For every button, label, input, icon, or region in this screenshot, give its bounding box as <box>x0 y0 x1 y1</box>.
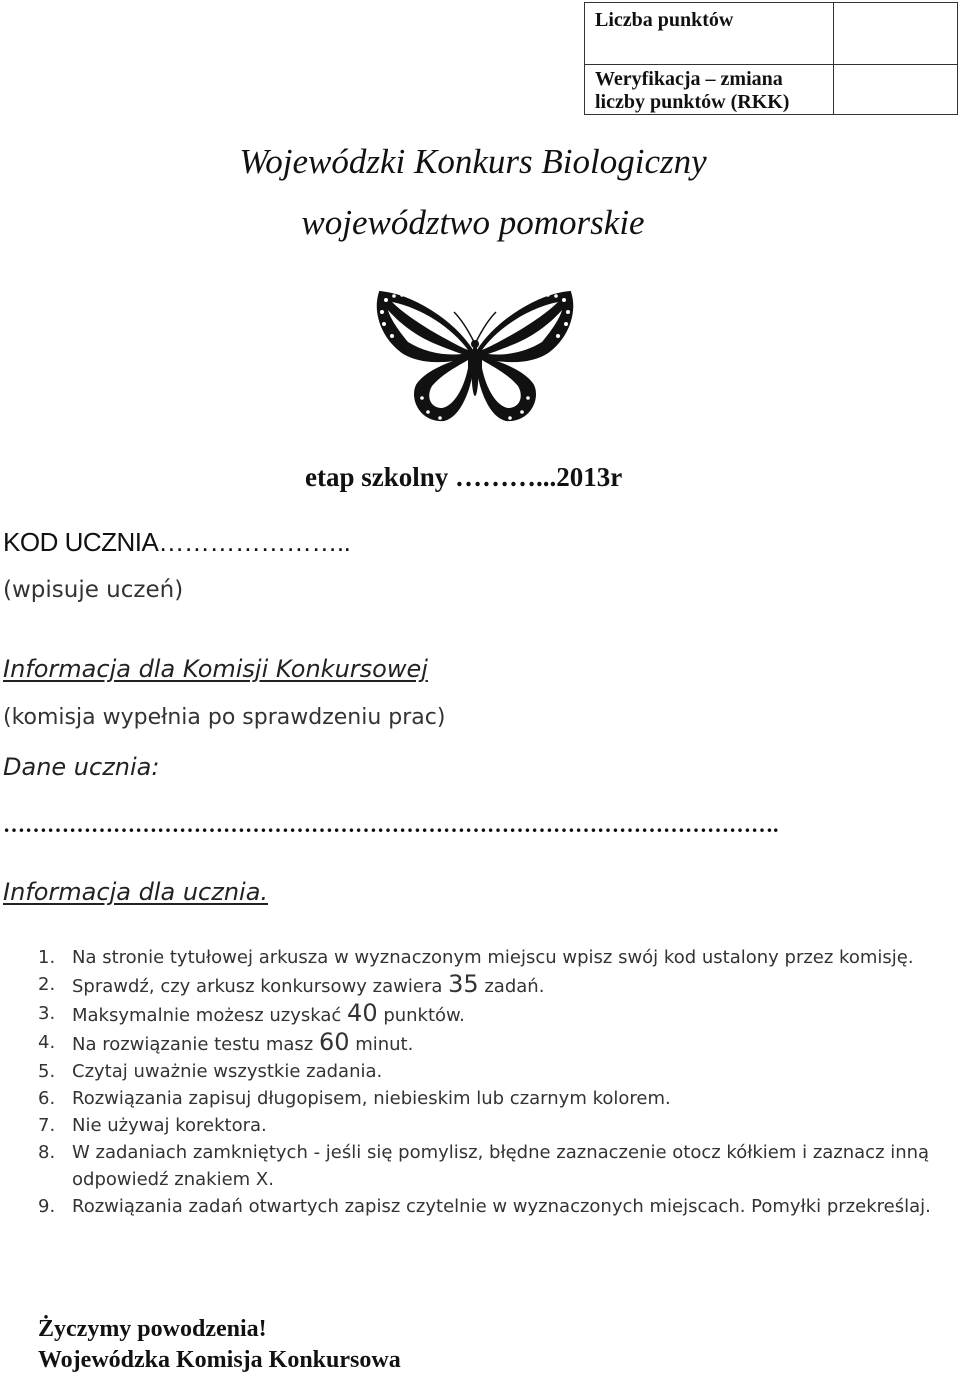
rule-item <box>38 1058 938 1085</box>
rule-number: 3. <box>38 1003 56 1024</box>
student-code-note: (wpisuje uczeń) <box>3 577 184 603</box>
rule-text: Sprawdź, czy arkusz konkursowy zawiera <box>72 976 449 997</box>
score-table <box>584 2 958 115</box>
verification-value-cell[interactable] <box>834 65 958 115</box>
rule-text: Rozwiązania zapisuj długopisem, niebieskim lub czarnym kolorem. <box>72 1088 671 1109</box>
task-count: 35 <box>448 970 479 998</box>
points-label: Liczba punktów <box>585 3 834 65</box>
rule-text: Rozwiązania zadań otwartych zapisz czytelnie w wyznaczonych miejscach. Pomyłki przekreślaj. <box>72 1196 931 1217</box>
student-code-field[interactable]: KOD UCZNIA………………….. <box>3 527 351 557</box>
max-points: 40 <box>347 999 378 1027</box>
rule-item <box>38 1029 938 1058</box>
rule-number: 4. <box>38 1032 56 1053</box>
rules-list <box>38 944 938 1220</box>
rule-text: Nie używaj korektora. <box>72 1115 267 1136</box>
rule-item <box>38 1000 938 1029</box>
rule-text-end: minut. <box>349 1034 414 1055</box>
rule-text: Maksymalnie możesz uzyskać <box>72 1005 348 1026</box>
student-data-label: Dane ucznia: <box>3 753 160 781</box>
rule-number: 6. <box>38 1088 56 1109</box>
signature-text: Wojewódzka Komisja Konkursowa <box>38 1347 401 1373</box>
rule-number: 9. <box>38 1196 56 1217</box>
rule-text: Czytaj uważnie wszystkie zadania. <box>72 1061 383 1082</box>
points-value-cell[interactable] <box>834 3 958 65</box>
rule-item <box>38 1112 938 1139</box>
score-row-points <box>585 3 958 65</box>
contest-title: Wojewódzki Konkurs Biologiczny <box>239 142 707 181</box>
rule-text-end: zadań. <box>478 976 545 997</box>
rule-item <box>38 1139 938 1193</box>
rule-number: 2. <box>38 974 56 995</box>
committee-info-note: (komisja wypełnia po sprawdzeniu prac) <box>3 705 446 730</box>
rule-item <box>38 944 938 971</box>
contest-region: województwo pomorskie <box>301 203 645 242</box>
rule-text: Na rozwiązanie testu masz <box>72 1034 319 1055</box>
rule-item <box>38 1085 938 1112</box>
student-data-field[interactable]: ……………………………………………………………………………………………. <box>3 812 779 837</box>
rule-number: 8. <box>38 1142 56 1163</box>
verification-label: Weryfikacja – zmiana liczby punktów (RKK) <box>585 65 834 115</box>
rule-number: 7. <box>38 1115 56 1136</box>
student-info-heading: Informacja dla ucznia. <box>3 878 269 906</box>
rule-number: 5. <box>38 1061 56 1082</box>
rule-text-end: punktów. <box>377 1005 465 1026</box>
committee-info-heading: Informacja dla Komisji Konkursowej <box>3 655 428 683</box>
butterfly-icon <box>372 290 578 430</box>
score-row-verification <box>585 65 958 115</box>
time-limit: 60 <box>318 1028 350 1056</box>
good-luck-text: Życzymy powodzenia! <box>38 1316 267 1342</box>
stage-line: etap szkolny ………...2013r <box>305 462 623 492</box>
rule-number: 1. <box>38 947 56 968</box>
rule-item <box>38 1193 938 1220</box>
rule-text: W zadaniach zamkniętych - jeśli się pomylisz, błędne zaznaczenie otocz kółkiem i zaznacz inną odpowiedź znakiem X. <box>72 1142 930 1190</box>
rule-text: Na stronie tytułowej arkusza w wyznaczonym miejscu wpisz swój kod ustalony przez komisję. <box>72 947 914 968</box>
rule-item <box>38 971 938 1000</box>
